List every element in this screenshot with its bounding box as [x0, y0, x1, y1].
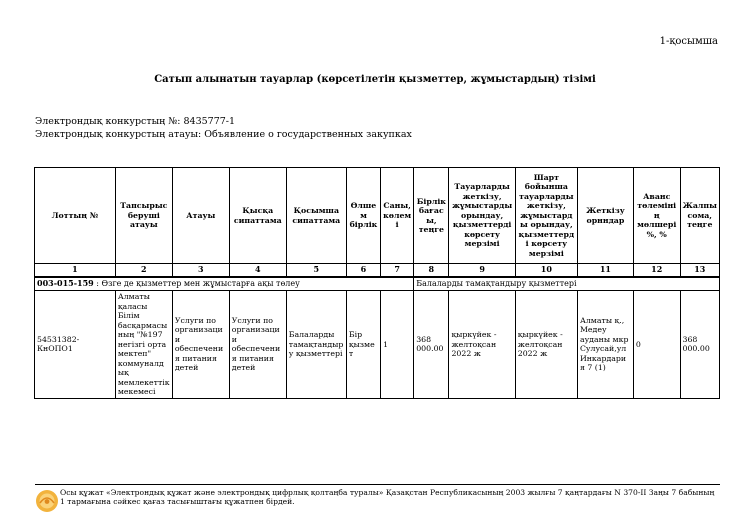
- col-num: 4: [229, 264, 286, 278]
- col-advance: Аванс төлемінің мөлшері %, %: [633, 168, 680, 264]
- category-code: 003-015-159: [37, 278, 94, 289]
- col-num: 3: [172, 264, 229, 278]
- col-total: Жалпы сома, теңге: [680, 168, 719, 264]
- header-row: [35, 168, 720, 264]
- cell-unit-price: 368 000.00: [414, 291, 449, 399]
- column-number-row: [35, 264, 720, 278]
- col-unit: Өлшем бірлік: [346, 168, 380, 264]
- col-num: 5: [286, 264, 346, 278]
- cell-quantity: 1: [381, 291, 414, 399]
- col-lot-number: Лоттың №: [35, 168, 116, 264]
- cell-name: Услуги по организации обеспечения питания детей: [172, 291, 229, 399]
- cell-customer: Алматы қаласы Білім басқармасының "№197 негізгі орта мектеп" коммуналдық мемлекеттік мекемесі: [115, 291, 172, 399]
- contest-number: Электрондық конкурстың №: 8435777-1: [35, 116, 236, 127]
- footer-legal-note: Осы құжат «Электрондық құжат және электрондық цифрлық қолтаңба туралы» Қазақстан Республикасының 2003 жылғы 7 қаңтардағы N 370-II Заңы 7 бабының 1 тармағына сәйкес қағаз тасығыштағы құжатпен бірдей.: [60, 488, 715, 507]
- col-num: 1: [35, 264, 116, 278]
- page-title: Сатып алынатын тауарлар (көрсетілетін қызметтер, жұмыстардың) тізімі: [154, 74, 596, 85]
- col-short-desc: Қысқа сипаттама: [229, 168, 286, 264]
- col-num: 8: [414, 264, 449, 278]
- contest-name: Электрондық конкурстың атауы: Объявление о государственных закупках: [35, 129, 412, 140]
- table-row: [35, 291, 720, 399]
- col-unit-price: Бірлік бағасы, теңге: [414, 168, 449, 264]
- cell-extra-desc: Балаларды тамақтандыру қызметтері: [286, 291, 346, 399]
- appendix-label: 1-қосымша: [659, 36, 718, 47]
- col-num: 6: [346, 264, 380, 278]
- footer-divider: [35, 484, 720, 485]
- category-text: : Өзге де қызметтер мен жұмыстарға ақы төлеу: [93, 279, 300, 289]
- cell-short-desc: Услуги по организации обеспечения питания детей: [229, 291, 286, 399]
- col-num: 9: [449, 264, 515, 278]
- col-delivery-place: Жеткізу орнндар: [577, 168, 633, 264]
- col-quantity: Саны, көлемі: [381, 168, 414, 264]
- col-delivery-term: Тауарларды жеткізу, жұмыстарды орындау, қызметтерді көрсету мерзімі: [449, 168, 515, 264]
- cell-lot-number: 54531382-КнОПО1: [35, 291, 116, 399]
- col-num: 7: [381, 264, 414, 278]
- col-num: 12: [633, 264, 680, 278]
- category-label: [35, 277, 414, 291]
- cell-contract-term: қыркүйек - желтоқсан 2022 ж: [515, 291, 577, 399]
- col-num: 13: [680, 264, 719, 278]
- cell-delivery-term: қыркүйек - желтоқсан 2022 ж: [449, 291, 515, 399]
- lots-table: [34, 167, 720, 399]
- col-name: Атауы: [172, 168, 229, 264]
- cell-delivery-place: Алматы қ., Медеу ауданы мкр Сулусай,ул Инкардария 7 (1): [577, 291, 633, 399]
- col-num: 2: [115, 264, 172, 278]
- cell-advance: 0: [633, 291, 680, 399]
- col-extra-desc: Қосымша сипаттама: [286, 168, 346, 264]
- cell-total: 368 000.00: [680, 291, 719, 399]
- col-customer: Тапсырыс беруші атауы: [115, 168, 172, 264]
- seal-icon: [35, 489, 59, 513]
- col-num: 11: [577, 264, 633, 278]
- category-row: [35, 277, 720, 291]
- col-num: 10: [515, 264, 577, 278]
- category-description: Балаларды тамақтандыру қызметтері: [414, 277, 720, 291]
- cell-unit: Бір қызмет: [346, 291, 380, 399]
- col-contract-term: Шарт бойынша тауарларды жеткізу, жұмыстарды орындау, қызметтерді көрсету мерзімі: [515, 168, 577, 264]
